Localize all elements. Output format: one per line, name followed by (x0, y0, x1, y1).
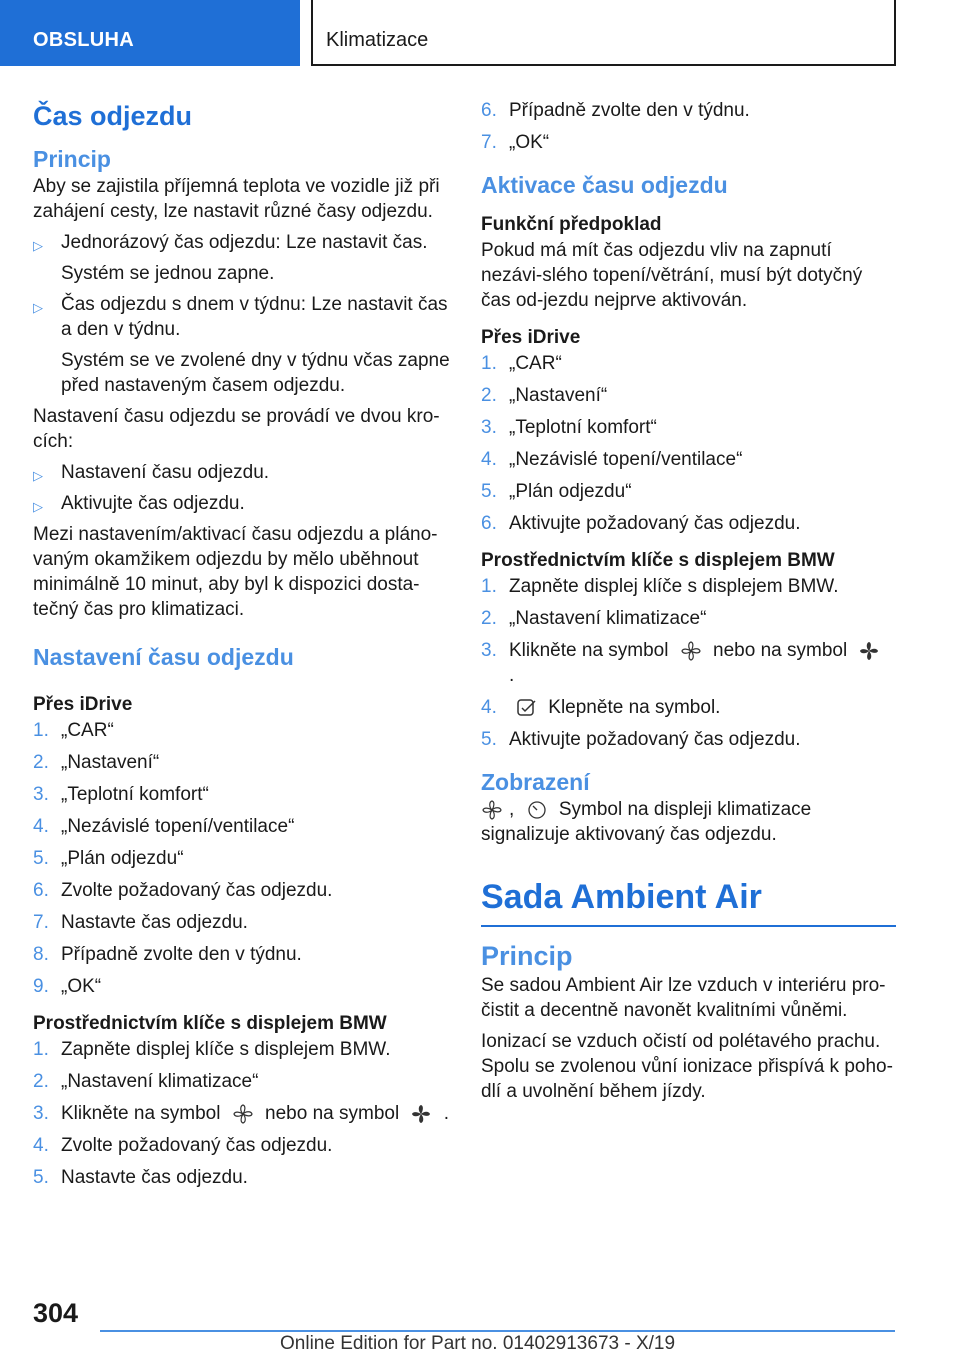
principle-text: Aby se zajistila příjemná teplota ve vozidle již při zahájení cesty, lze nastavit různé časy odjezdu. (33, 176, 440, 222)
bullet-triangle-icon: ▷ (33, 238, 43, 253)
list-item: 9. „OK“ (33, 976, 102, 997)
list-item: 4. „Nezávislé topení/ventilace“ (33, 816, 295, 837)
idrive-heading: Přes iDrive (481, 327, 581, 348)
chapter-tab (311, 0, 896, 66)
list-item: 7. „OK“ (481, 132, 550, 153)
list-item (33, 491, 453, 516)
fan-outline-icon (232, 1103, 254, 1125)
fan-filled-icon (410, 1103, 432, 1125)
ambient-text-2: Ionizací se vzduch očistí od polétavého prachu. Spolu se zvolenou vůní ionizace přispívá k poho-dlí a uvolnění během jízdy. (481, 1031, 893, 1102)
list-item: 2. „Nastavení“ (481, 385, 608, 406)
ambient-text-1: Se sadou Ambient Air lze vzduch v interiéru pro-čistit a decentně navonět kvalitními vůněmi. (481, 975, 886, 1021)
list-item: 1. Zapněte displej klíče s displejem BMW. (33, 1039, 391, 1060)
fan-outline-icon (680, 640, 702, 662)
checkbox-icon (515, 697, 537, 719)
list-item: 2. „Nastavení“ (33, 752, 160, 773)
prereq-text: Pokud má mít čas odjezdu vliv na zapnutí nezávi-slého topení/větrání, musí být dotyčný čas od-jezdu nejprve aktivován. (481, 240, 863, 311)
fan-filled-icon (858, 640, 880, 662)
section-label: OBSLUHA (33, 29, 134, 51)
footer-divider (100, 1330, 895, 1332)
key-activation-steps (481, 574, 896, 752)
list-item: 7. Nastavte čas odjezdu. (33, 912, 248, 933)
bullet-triangle-icon: ▷ (33, 468, 43, 483)
list-item: 5. „Plán odjezdu“ (481, 481, 632, 502)
list-item: 8. Případně zvolte den v týdnu. (33, 944, 302, 965)
timer-icon (526, 799, 548, 821)
prereq-heading: Funkční předpoklad (481, 214, 662, 235)
principle-heading: Princip (33, 146, 111, 172)
page-number: 304 (33, 1298, 79, 1328)
bullet-continuation: Systém se ve zvolené dny v týdnu včas zapne před nastaveným časem odjezdu. (61, 350, 450, 396)
steps-intro: Nastavení času odjezdu se provádí ve dvou kro-cích: (33, 406, 440, 452)
list-item: 3. Klikněte na symbol nebo na symbol . (481, 638, 896, 688)
list-item (33, 292, 453, 398)
list-item: 1. Zapněte displej klíče s displejem BMW. (481, 576, 839, 597)
bullet-text: Nastavení času odjezdu. (61, 462, 270, 483)
list-item: 6. Případně zvolte den v týdnu. (481, 100, 750, 121)
key-steps-list (33, 1037, 453, 1190)
bullet-text: Jednorázový čas odjezdu: Lze nastavit čas. (61, 232, 428, 253)
list-item: 5. „Plán odjezdu“ (33, 848, 184, 869)
setting-heading: Nastavení času odjezdu (33, 644, 294, 670)
two-steps-list (33, 460, 453, 516)
list-item: 4. Klepněte na symbol. (481, 697, 721, 718)
bullet-triangle-icon: ▷ (33, 499, 43, 514)
list-item: 1. „CAR“ (481, 353, 562, 374)
list-item: 6. Aktivujte požadovaný čas odjezdu. (481, 513, 801, 534)
section-title: Čas odjezdu (33, 101, 193, 131)
page-header (0, 0, 960, 66)
bullet-triangle-icon: ▷ (33, 300, 43, 315)
ambient-principle-heading: Princip (481, 941, 573, 971)
ambient-air-heading: Sada Ambient Air (481, 875, 896, 927)
list-item: 2. „Nastavení klimatizace“ (33, 1071, 259, 1092)
list-item: 5. Aktivujte požadovaný čas odjezdu. (481, 729, 801, 750)
idrive-activation-steps (481, 351, 896, 536)
section-tab (0, 0, 300, 66)
activation-heading: Aktivace času odjezdu (481, 172, 728, 198)
display-text: , Symbol na displeji klimatizace signalizuje aktivovaný čas odjezdu. (481, 799, 812, 845)
bullet-text: Aktivujte čas odjezdu. (61, 493, 245, 514)
departure-types-list (33, 230, 453, 398)
list-item: 3. „Teplotní komfort“ (481, 417, 657, 438)
list-item (33, 230, 453, 286)
key-display-heading: Prostřednictvím klíče s displejem BMW (33, 1013, 387, 1034)
list-item: 1. „CAR“ (33, 720, 114, 741)
left-column (33, 98, 453, 1197)
display-heading: Zobrazení (481, 769, 590, 795)
fan-outline-icon (481, 799, 503, 821)
list-item: 4. Zvolte požadovaný čas odjezdu. (33, 1135, 333, 1156)
list-item: 2. „Nastavení klimatizace“ (481, 608, 707, 629)
list-item: 6. Zvolte požadovaný čas odjezdu. (33, 880, 333, 901)
list-item (33, 460, 453, 485)
idrive-steps-list (33, 718, 453, 999)
bullet-continuation: Systém se jednou zapne. (61, 263, 275, 284)
edition-note: Online Edition for Part no. 01402913673 - X/19 (280, 1333, 676, 1354)
list-item: 3. Klikněte na symbol nebo na symbol . (33, 1103, 450, 1124)
idrive-steps-cont-list (481, 98, 896, 155)
list-item: 5. Nastavte čas odjezdu. (33, 1167, 248, 1188)
key-display-heading: Prostřednictvím klíče s displejem BMW (481, 550, 835, 571)
bullet-text: Čas odjezdu s dnem v týdnu: Lze nastavit čas a den v týdnu. (61, 294, 448, 340)
chapter-label: Klimatizace (326, 29, 429, 51)
list-item: 3. „Teplotní komfort“ (33, 784, 209, 805)
time-note: Mezi nastavením/aktivací času odjezdu a pláno-vaným okamžikem odjezdu by mělo uběhnout minimálně 10 minut, aby byl k dispozici dosta-tečný čas pro klimatizaci. (33, 524, 438, 620)
list-item: 4. „Nezávislé topení/ventilace“ (481, 449, 743, 470)
idrive-heading: Přes iDrive (33, 694, 133, 715)
right-column (481, 98, 896, 1110)
